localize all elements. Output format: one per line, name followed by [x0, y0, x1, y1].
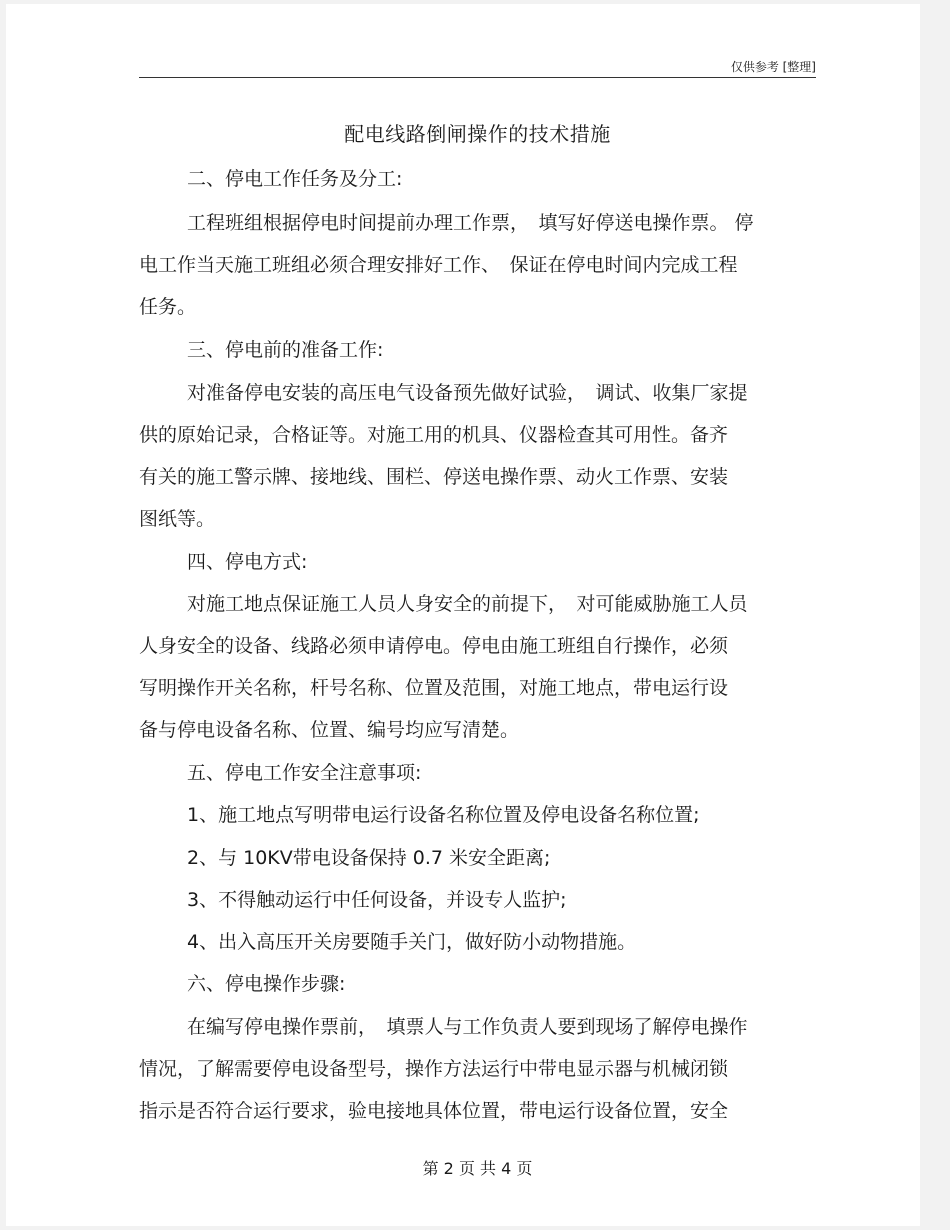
paragraph-line: 供的原始记录，合格证等。对施工用的机具、仪器检查其可用性。备齐 — [139, 424, 729, 446]
paragraph-line: 工程班组根据停电时间提前办理工作票， 填写好停送电操作票。 停 — [187, 212, 754, 234]
paragraph-line: 备与停电设备名称、位置、编号均应写清楚。 — [139, 719, 520, 741]
paragraph-line: 人身安全的设备、线路必须申请停电。停电由施工班组自行操作，必须 — [139, 635, 729, 657]
list-item: 2、与 10KV带电设备保持 0.7 米安全距离; — [187, 847, 551, 869]
page-header: 仅供参考 [整理] — [730, 60, 816, 74]
paragraph-line: 任务。 — [139, 296, 197, 318]
paragraph-line: 图纸等。 — [139, 508, 216, 530]
list-item: 1、施工地点写明带电运行设备名称位置及停电设备名称位置; — [187, 804, 700, 826]
list-item: 4、出入高压开关房要随手关门，做好防小动物措施。 — [187, 931, 637, 953]
section-heading: 五、停电工作安全注意事项: — [187, 762, 422, 784]
section-heading: 四、停电方式: — [187, 551, 308, 573]
section-heading: 二、停电工作任务及分工: — [187, 168, 403, 190]
document-title: 配电线路倒闸操作的技术措施 — [344, 122, 611, 146]
paragraph-line: 有关的施工警示牌、接地线、围栏、停送电操作票、动火工作票、安装 — [139, 466, 729, 488]
header-divider — [139, 77, 816, 78]
paragraph-line: 电工作当天施工班组必须合理安排好工作、 保证在停电时间内完成工程 — [139, 254, 738, 276]
page-footer: 第 2 页 共 4 页 — [422, 1159, 533, 1178]
paragraph-line: 在编写停电操作票前， 填票人与工作负责人要到现场了解停电操作 — [187, 1016, 748, 1038]
paragraph-line: 指示是否符合运行要求，验电接地具体位置，带电运行设备位置，安全 — [139, 1100, 729, 1122]
list-item: 3、不得触动运行中任何设备，并设专人监护; — [187, 889, 567, 911]
paragraph-line: 对施工地点保证施工人员人身安全的前提下， 对可能威胁施工人员 — [187, 593, 748, 615]
paragraph-line: 写明操作开关名称，杆号名称、位置及范围，对施工地点，带电运行设 — [139, 677, 729, 699]
section-heading: 三、停电前的准备工作: — [187, 339, 384, 361]
paragraph-line: 情况，了解需要停电设备型号，操作方法运行中带电显示器与机械闭锁 — [139, 1058, 729, 1080]
document-page — [6, 4, 920, 1226]
section-heading: 六、停电操作步骤: — [187, 973, 346, 995]
paragraph-line: 对准备停电安装的高压电气设备预先做好试验， 调试、收集厂家提 — [187, 382, 748, 404]
